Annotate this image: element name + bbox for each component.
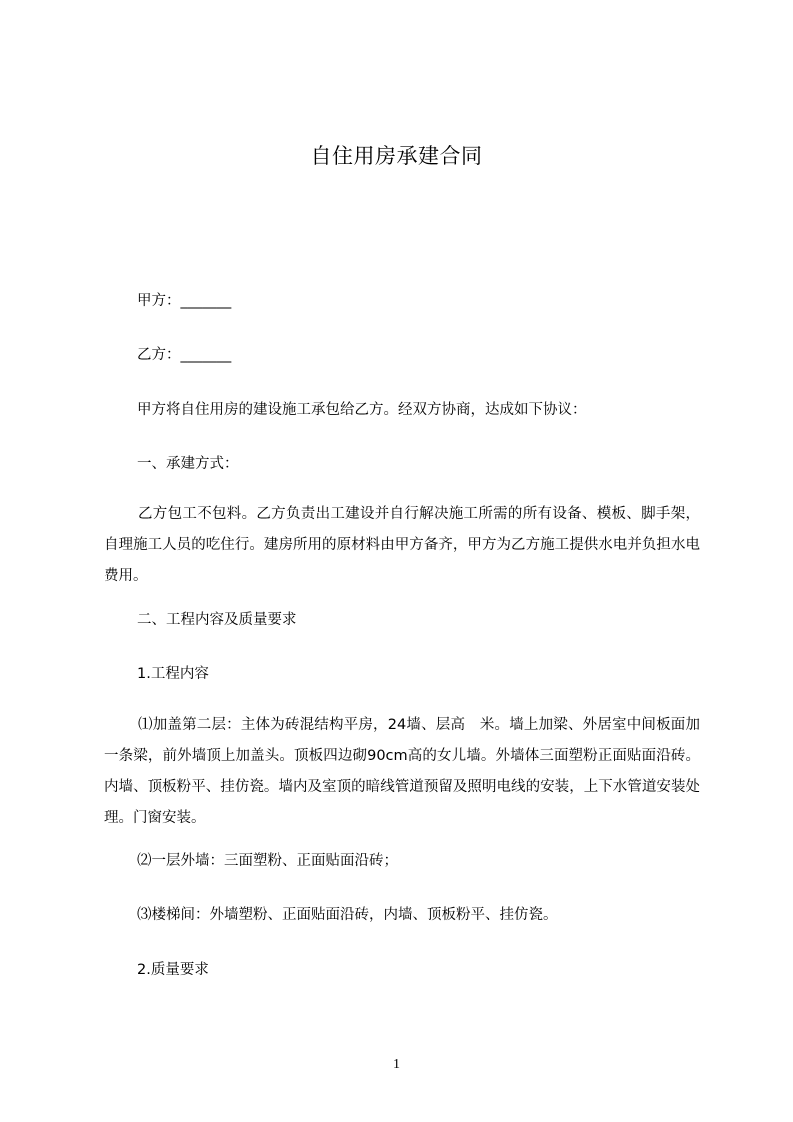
subsection2-heading: 2.质量要求 [137, 962, 209, 978]
work-item-2: ⑵一层外墙：三面塑粉、正面贴面沿砖； [137, 853, 398, 869]
subsection1-heading: 1.工程内容 [137, 666, 209, 682]
work-item-3: ⑶楼梯间：外墙塑粉、正面贴面沿砖，内墙、顶板粉平、挂仿瓷。 [137, 907, 558, 923]
section1-body: 乙方包工不包料。乙方负责出工建设并自行解决施工所需的所有设备、模板、脚手架，自理施工人员的吃住行。建房所用的原材料由甲方备齐，甲方为乙方施工提供水电并负担水电费用。 [104, 506, 700, 584]
intro-paragraph: 甲方将自住用房的建设施工承包给乙方。经双方协商，达成如下协议： [137, 402, 587, 418]
section2-heading: 二、工程内容及质量要求 [137, 612, 297, 628]
document-title: 自住用房承建合同 [310, 144, 483, 168]
page-number: 1 [393, 1057, 400, 1072]
section1-heading: 一、承建方式： [137, 456, 239, 472]
party-b-line: 乙方：_______ [137, 347, 232, 363]
work-item-1: ⑴加盖第二层：主体为砖混结构平房，24墙、层高 米。墙上加梁、外居室中间板面加一条梁，前外墙顶上加盖头。顶板四边砌90cm高的女儿墙。外墙体三面塑粉正面贴面沿砖。内墙、顶板粉平、挂仿瓷。墙内及室顶的暗线管道预留及照明电线的安装，上下水管道安装处理。门窗安装。 [104, 717, 700, 826]
party-a-line: 甲方：_______ [137, 293, 232, 309]
